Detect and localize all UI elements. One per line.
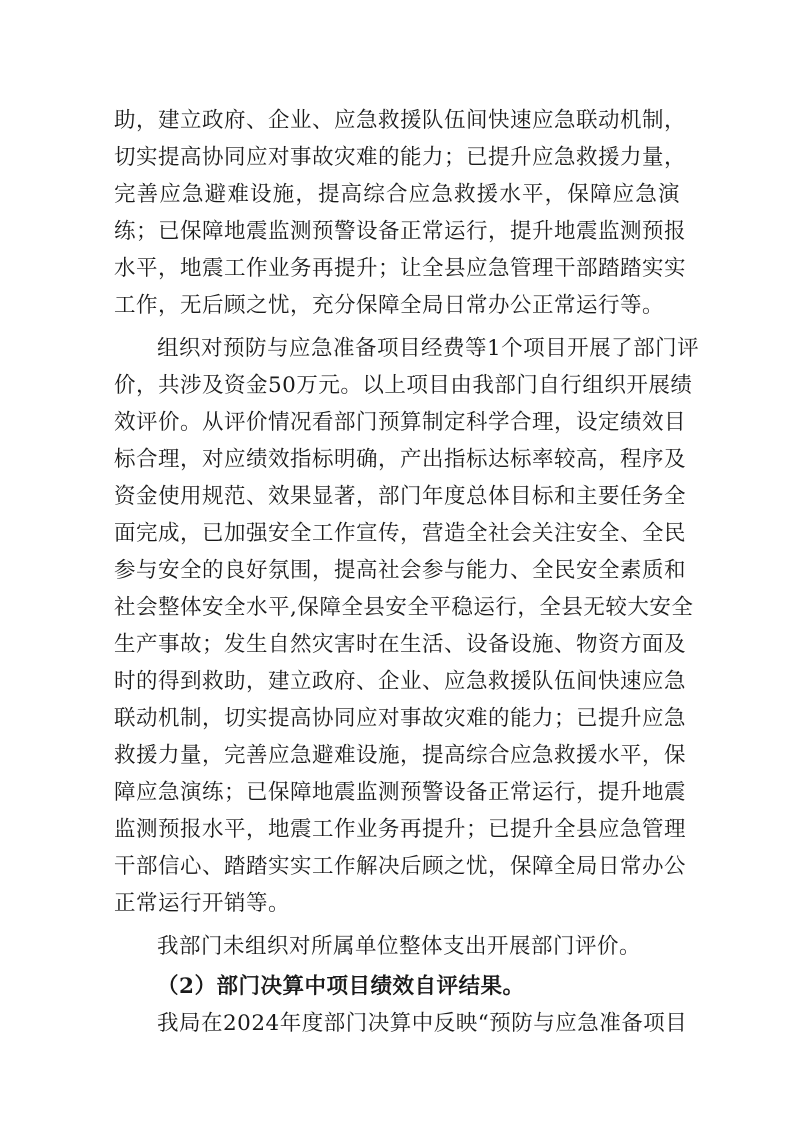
paragraph-4 <box>114 1005 688 1042</box>
paragraph-line: 救援力量，完善应急避难设施，提高综合应急救援水平，保 <box>114 743 687 768</box>
paragraph-2 <box>114 330 700 922</box>
paragraph-line: 面完成，已加强安全工作宣传，营造全社会关注安全、全民 <box>114 521 687 546</box>
paragraph-line: 价，共涉及资金50万元。以上项目由我部门自行组织开展绩 <box>114 373 693 398</box>
paragraph-line: 生产事故；发生自然灾害时在生活、设备设施、物资方面及 <box>114 632 687 657</box>
paragraph-line: 监测预报水平，地震工作业务再提升；已提升全县应急管理 <box>114 817 687 842</box>
paragraph-line: 完善应急避难设施，提高综合应急救援水平，保障应急演 <box>114 182 680 207</box>
paragraph-line: 标合理，对应绩效指标明确，产出指标达标率较高，程序及 <box>114 447 687 472</box>
paragraph-line: 切实提高协同应对事故灾难的能力；已提升应急救援力量， <box>114 145 687 170</box>
paragraph-1 <box>114 102 687 324</box>
document-body <box>114 102 700 1042</box>
paragraph-line: 正常运行开销等。 <box>114 891 291 916</box>
section-heading-text: （2）部门决算中项目绩效自评结果。 <box>157 974 525 999</box>
paragraph-line: 参与安全的良好氛围，提高社会参与能力、全民安全素质和 <box>114 558 687 583</box>
paragraph-line: 助，建立政府、企业、应急救援队伍间快速应急联动机制， <box>114 108 687 133</box>
paragraph-line: 练；已保障地震监测预警设备正常运行，提升地震监测预报 <box>114 219 687 244</box>
paragraph-line: 时的得到救助，建立政府、企业、应急救援队伍间快速应急 <box>114 669 687 694</box>
paragraph-line: 效评价。从评价情况看部门预算制定科学合理，设定绩效目 <box>114 410 687 435</box>
section-heading <box>114 968 680 1005</box>
paragraph-line: 我局在2024年度部门决算中反映“预防与应急准备项目 <box>157 1011 688 1036</box>
paragraph-line: 资金使用规范、效果显著，部门年度总体目标和主要任务全 <box>114 484 687 509</box>
paragraph-line: 社会整体安全水平,保障全县安全平稳运行，全县无较大安全 <box>114 595 694 620</box>
paragraph-line: 联动机制，切实提高协同应对事故灾难的能力；已提升应急 <box>114 706 687 731</box>
paragraph-3 <box>114 928 680 965</box>
paragraph-line: 工作，无后顾之忧，充分保障全局日常办公正常运行等。 <box>114 293 665 318</box>
paragraph-line: 组织对预防与应急准备项目经费等1个项目开展了部门评 <box>157 336 700 361</box>
paragraph-line: 我部门未组织对所属单位整体支出开展部门评价。 <box>157 934 642 959</box>
paragraph-line: 干部信心、踏踏实实工作解决后顾之忧，保障全局日常办公 <box>114 854 687 879</box>
paragraph-line: 水平，地震工作业务再提升；让全县应急管理干部踏踏实实 <box>114 256 687 281</box>
paragraph-line: 障应急演练；已保障地震监测预警设备正常运行，提升地震 <box>114 780 687 805</box>
